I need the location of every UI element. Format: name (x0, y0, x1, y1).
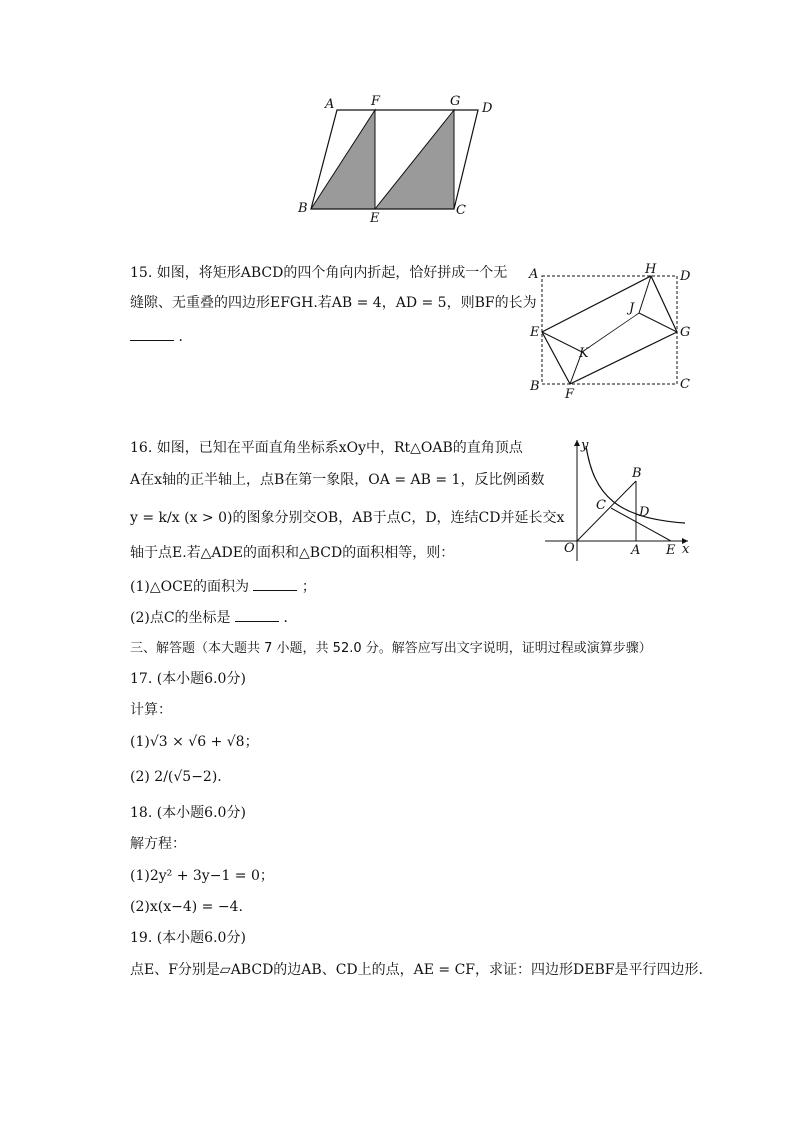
quad-efgh (542, 276, 677, 384)
q15-text-1: 如图，将矩形ABCD的四个角向内折起，恰好拼成一个无 (156, 265, 508, 281)
label-K: K (579, 346, 589, 361)
q17-header: 17. (本小题6.0分) (130, 671, 246, 687)
q17-item2: (2) 2/(√5−2). (130, 769, 222, 785)
q16-sub2-text: (2)点C的坐标是 (130, 610, 231, 626)
dashed-rectangle-abcd (542, 276, 677, 384)
label-F: F (371, 94, 381, 109)
label-E: E (530, 325, 540, 340)
q16-sub1 (130, 576, 316, 597)
q15-line1 (130, 263, 507, 283)
q16-sub2 (130, 607, 297, 628)
label-F: F (565, 387, 575, 402)
q16-line4: 轴于点E.若△ADE的面积和△BCD的面积相等，则： (130, 545, 455, 561)
label-E: E (370, 211, 380, 226)
label-C: C (456, 203, 466, 218)
q15-line3 (130, 326, 192, 347)
label-B: B (298, 201, 308, 216)
label-A: A (325, 97, 335, 112)
q19-header: 19. (本小题6.0分) (130, 930, 246, 946)
label-D: D (680, 269, 691, 284)
label-O: O (564, 541, 575, 556)
label-x: x (682, 542, 690, 557)
q15-line3-end: ． (178, 329, 193, 345)
q16-sub1-text: (1)△OCE的面积为 (130, 579, 250, 595)
q16-sub2-blank (235, 607, 279, 622)
q16-line2: A在x轴的正半轴上，点B在第一象限，OA = AB = 1，反比例函数 (130, 472, 545, 488)
q16-text-1: 如图，已知在平面直角坐标系xOy中，Rt△OAB的直角顶点 (156, 440, 523, 456)
q18-item2: (2)x(x−4) = −4. (130, 899, 243, 915)
figure-coordinate-graph (542, 436, 694, 566)
shaded-triangle-left (311, 110, 375, 209)
label-A: A (529, 267, 539, 282)
q16-sub1-blank (253, 576, 297, 591)
q16-line1 (130, 438, 523, 458)
q16-sub2-end: ． (283, 610, 298, 626)
label-A: A (631, 543, 641, 558)
section-3-title: 三、解答题（本大题共 7 小题，共 52.0 分。解答应写出文字说明，证明过程或演算步骤） (130, 641, 652, 656)
q17-prompt: 计算： (130, 702, 172, 718)
q16-line3: y = k/x (x > 0)的图象分别交OB，AB于点C，D，连结CD并延长交x (130, 510, 565, 526)
q18-prompt: 解方程： (130, 836, 186, 852)
shaded-triangle-right (375, 110, 454, 209)
label-B: B (530, 379, 540, 394)
q17-item1: (1)√3 × √6 + √8； (130, 734, 259, 750)
q18-header: 18. (本小题6.0分) (130, 805, 246, 821)
label-y: y (581, 438, 589, 453)
q16-sub1-end: ； (301, 579, 316, 595)
label-C: C (596, 498, 606, 513)
label-E: E (666, 543, 676, 558)
label-C: C (680, 377, 690, 392)
q19-text: 点E、F分别是▱ABCD的边AB、CD上的点，AE = CF，求证：四边形DEBF是平行四边形. (130, 962, 703, 978)
label-G: G (680, 325, 691, 340)
figure-rectangle-folding (525, 262, 695, 402)
q18-item1: (1)2y² + 3y−1 = 0； (130, 868, 274, 884)
q15-answer-blank (130, 326, 174, 341)
label-D: D (639, 505, 650, 520)
label-B: B (632, 466, 642, 481)
segment-ob (577, 481, 636, 541)
q15-number: 15. (130, 265, 153, 281)
figure-parallelogram (290, 90, 510, 230)
label-G: G (450, 94, 461, 109)
label-H: H (645, 262, 657, 277)
label-D: D (482, 101, 493, 116)
label-J: J (629, 301, 635, 316)
q15-line2: 缝隙、无重叠的四边形EFGH.若AB = 4，AD = 5，则BF的长为 (130, 295, 537, 311)
q16-number: 16. (130, 440, 153, 456)
